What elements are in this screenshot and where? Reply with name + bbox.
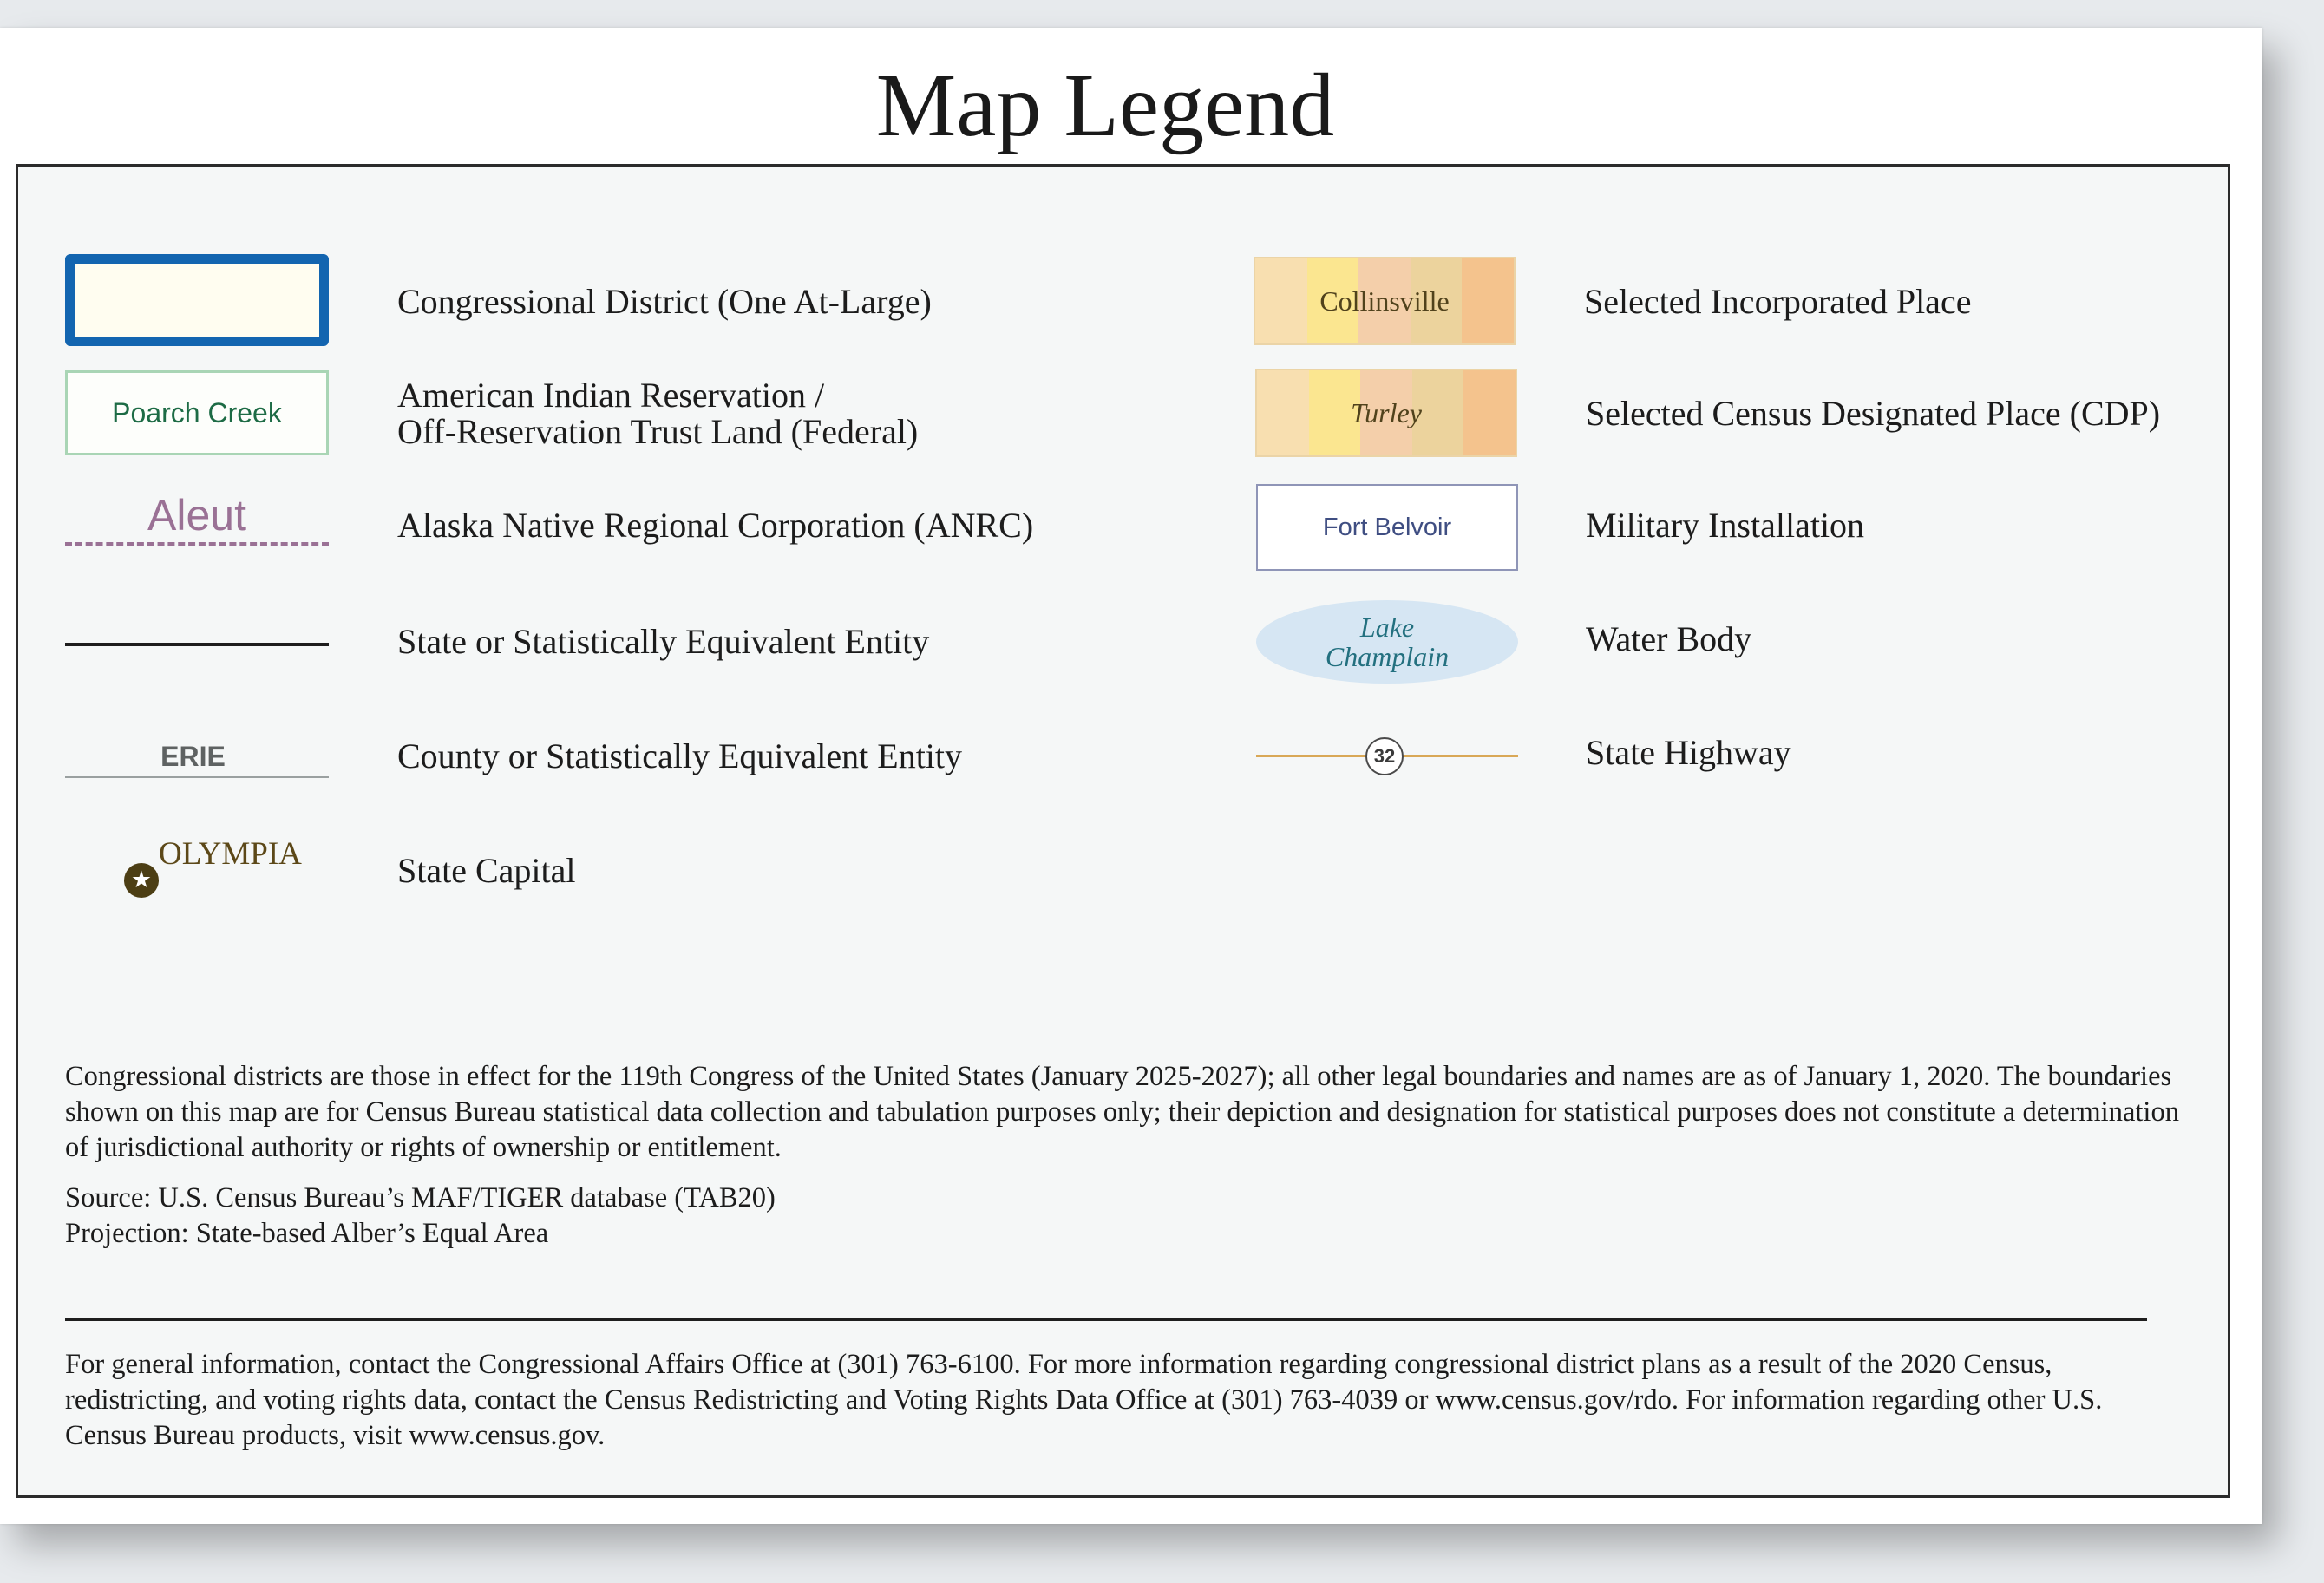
military-sample-text: Fort Belvoir xyxy=(1322,513,1452,541)
cdp-symbol xyxy=(1255,369,1517,457)
water-sample-line-1: Lake xyxy=(1359,612,1415,643)
water-body-label: Water Body xyxy=(1586,619,1752,658)
source-text: Source: U.S. Census Bureau’s MAF/TIGER database (TAB20) xyxy=(65,1182,776,1213)
county-sample-text: ERIE xyxy=(160,741,226,772)
legend-panel xyxy=(16,164,2230,1498)
water-sample-line-2: Champlain xyxy=(1325,641,1450,672)
contact-note: For general information, contact the Congressional Affairs Office at (301) 763-6100. For more information regarding congressional district plans as a result of the 2020 Census, redistricting, and voting rights data, contact the Census Redistricting and Voting Rights Data Office at (301) 763-4039 or www.census.gov/rdo. For information regarding other U.S. Census Bureau products, visit www.census.gov. xyxy=(65,1349,2103,1451)
reservation-label xyxy=(397,377,918,450)
congressional-district-label: Congressional District (One At-Large) xyxy=(397,282,932,321)
state-highway-shield-icon xyxy=(1365,737,1404,775)
state-capital-label: State Capital xyxy=(397,851,576,890)
state-highway-label: State Highway xyxy=(1586,733,1791,772)
reservation-sample-text: Poarch Creek xyxy=(112,396,282,428)
legend-title: Map Legend xyxy=(875,56,1335,155)
military-installation-label: Military Installation xyxy=(1586,506,1865,545)
anrc-label: Alaska Native Regional Corporation (ANRC) xyxy=(397,506,1034,545)
projection-text: Projection: State-based Alber’s Equal Area xyxy=(65,1218,549,1249)
anrc-dashed-line xyxy=(65,542,329,546)
incorporated-place-symbol xyxy=(1254,257,1516,345)
cdp-sample-text: Turley xyxy=(1351,396,1422,428)
notes-divider xyxy=(65,1318,2147,1321)
military-installation-symbol xyxy=(1256,484,1518,571)
highway-number: 32 xyxy=(1373,745,1396,767)
county-boundary-line xyxy=(65,776,329,778)
reservation-symbol xyxy=(65,370,329,455)
incorporated-place-label: Selected Incorporated Place xyxy=(1584,282,1972,321)
reservation-label-line-2: Off-Reservation Trust Land (Federal) xyxy=(397,412,919,451)
reservation-label-line-1: American Indian Reservation / xyxy=(397,376,825,415)
anrc-sample-text: Aleut xyxy=(147,491,246,540)
star-in-circle-icon: ★ xyxy=(124,863,159,898)
state-boundary-label: State or Statistically Equivalent Entity xyxy=(397,622,930,661)
state-boundary-line xyxy=(65,643,329,646)
legend-sheet xyxy=(0,28,2262,1524)
incorporated-place-sample-text: Collinsville xyxy=(1319,285,1450,317)
cdp-label: Selected Census Designated Place (CDP) xyxy=(1586,394,2161,433)
capital-sample-text: OLYMPIA xyxy=(159,836,302,872)
congressional-district-symbol xyxy=(65,254,329,346)
source-projection-note xyxy=(65,1181,2182,1252)
water-body-symbol xyxy=(1256,600,1518,684)
county-boundary-label: County or Statistically Equivalent Entity xyxy=(397,736,963,775)
disclaimer-note: Congressional districts are those in effect for the 119th Congress of the United States (January 2025-2027); all other legal boundaries and names are as of January 1, 2020. The boundaries shown on this map are for Census Bureau statistical data collection and tabulation purposes only; their depiction and designation for statistical purposes does not constitute a determination of jurisdictional authority or rights of ownership or entitlement. xyxy=(65,1061,2179,1163)
